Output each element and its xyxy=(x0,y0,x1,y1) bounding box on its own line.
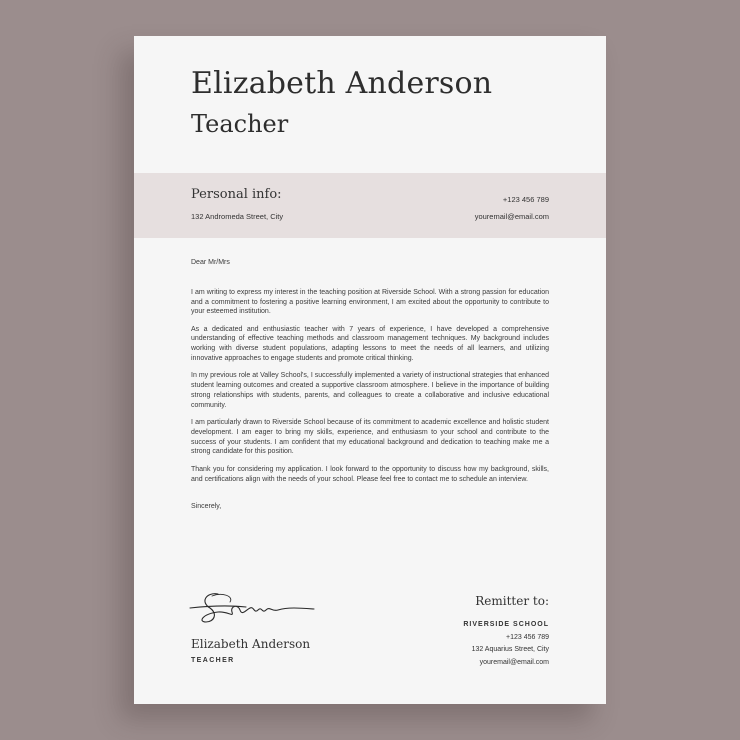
remitter-title: Remitter to: xyxy=(475,594,549,608)
letter-paragraph: In my previous role at Valley School's, I successfully implemented a variety of instructional strategies that enhanced student learning outcomes and created a supportive classroom atmosphere. I believe in the importance of building strong relationships with students, parents, and colleagues to create a collaborative and inclusive educational community. xyxy=(191,372,549,409)
personal-info-band xyxy=(134,173,606,238)
applicant-role: Teacher xyxy=(191,110,289,138)
remitter-school: RIVERSIDE SCHOOL xyxy=(463,621,549,628)
cover-letter-page xyxy=(134,36,606,704)
letter-body xyxy=(191,258,549,520)
letter-paragraph: I am writing to express my interest in the teaching position at Riverside School. With a strong passion for education and a commitment to fostering a positive learning environment, I am excited about the opportunity to contribute to your esteemed institution. xyxy=(191,288,549,316)
letter-paragraph: I am particularly drawn to Riverside School because of its commitment to academic excellence and holistic student development. I am eager to bring my skills, experience, and enthusiasm to your school and contribute to the success of your students. I am confident that my educational background and dedication to teaching make me a strong candidate for this position. xyxy=(191,419,549,456)
personal-email: youremail@email.com xyxy=(474,212,549,221)
letter-closing: Sincerely, xyxy=(191,503,222,511)
personal-address: 132 Andromeda Street, City xyxy=(191,212,284,221)
remitter-email: youremail@email.com xyxy=(479,658,549,666)
signature-role: TEACHER xyxy=(191,657,235,664)
personal-info-title: Personal info: xyxy=(191,187,282,202)
personal-phone: +123 456 789 xyxy=(502,195,549,204)
handwritten-signature xyxy=(188,588,318,628)
letter-paragraph: Thank you for considering my application. I look forward to the opportunity to discuss how my background, skills, and certifications align with the needs of your school. Please feel free to contact me to schedule an interview. xyxy=(191,465,549,483)
remitter-phone: +123 456 789 xyxy=(505,633,549,641)
remitter-address: 132 Aquarius Street, City xyxy=(471,646,549,653)
applicant-name: Elizabeth Anderson xyxy=(191,66,493,101)
letter-salutation: Dear Mr/Mrs xyxy=(191,259,230,266)
letter-paragraph: As a dedicated and enthusiastic teacher with 7 years of experience, I have developed a comprehensive understanding of effective teaching methods and classroom management techniques. My background includes working with diverse student populations, adapting lessons to meet the needs of all learners, and utilizing innovative approaches to engage students and promote critical thinking. xyxy=(191,325,549,363)
remitter-block xyxy=(463,594,549,669)
signature-name: Elizabeth Anderson xyxy=(191,637,311,651)
